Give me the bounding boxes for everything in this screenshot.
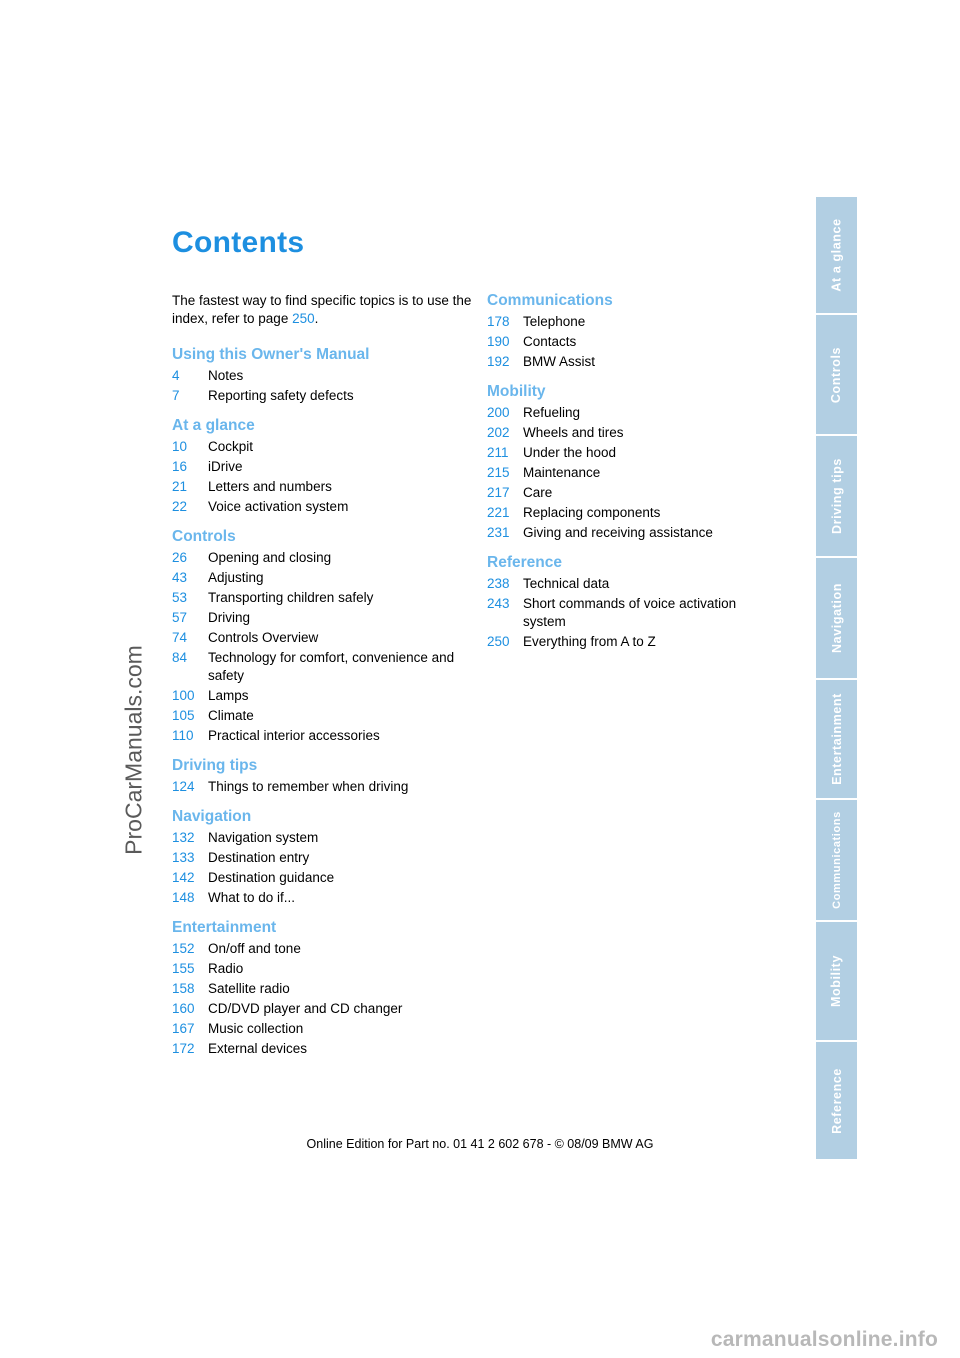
toc-page-number[interactable]: 142 <box>172 870 195 885</box>
toc-entry[interactable] <box>487 504 757 522</box>
toc-entry[interactable] <box>172 1020 472 1038</box>
toc-page-number[interactable]: 243 <box>487 596 510 611</box>
section-side-tabs <box>816 197 857 1159</box>
toc-page-number[interactable]: 178 <box>487 314 510 329</box>
toc-entry[interactable] <box>172 609 472 627</box>
side-tab-label: Mobility <box>829 954 844 1008</box>
toc-entry[interactable] <box>172 478 472 496</box>
toc-page-number[interactable]: 57 <box>172 610 188 625</box>
right-toc-column <box>487 292 757 663</box>
toc-entry-label: Climate <box>208 708 254 723</box>
section-title-driving-tips: Driving tips <box>172 757 258 774</box>
toc-entry-label: Technology for comfort, convenience and safety <box>208 650 455 683</box>
toc-list-reference <box>487 575 757 651</box>
toc-entry[interactable] <box>172 498 472 516</box>
toc-entry[interactable] <box>487 633 757 651</box>
section-title-at-a-glance: At a glance <box>172 417 255 434</box>
toc-entry[interactable] <box>172 687 472 705</box>
toc-page-number[interactable]: 217 <box>487 485 510 500</box>
toc-entry-label: CD/DVD player and CD changer <box>208 1001 403 1016</box>
toc-entry[interactable] <box>487 424 757 442</box>
section-title-reference: Reference <box>487 554 562 571</box>
toc-entry-label: Under the hood <box>523 445 617 460</box>
toc-page-number[interactable]: 160 <box>172 1001 195 1016</box>
toc-page-number[interactable]: 4 <box>172 368 180 383</box>
toc-page-number[interactable]: 84 <box>172 650 188 665</box>
toc-entry-label: Lamps <box>208 688 249 703</box>
toc-entry-label: Cockpit <box>208 439 254 454</box>
toc-page-number[interactable]: 221 <box>487 505 510 520</box>
toc-entry[interactable] <box>172 367 472 385</box>
toc-entry[interactable] <box>487 484 757 502</box>
toc-entry[interactable] <box>172 589 472 607</box>
toc-entry[interactable] <box>487 464 757 482</box>
toc-entry[interactable] <box>172 438 472 456</box>
toc-page-number[interactable]: 21 <box>172 479 188 494</box>
toc-entry[interactable] <box>487 313 757 331</box>
toc-entry[interactable] <box>172 549 472 567</box>
toc-entry[interactable] <box>172 458 472 476</box>
toc-entry-label: Refueling <box>523 405 581 420</box>
toc-list-using-this-owner-s-manual <box>172 367 472 405</box>
side-tab-driving-tips[interactable] <box>816 436 857 558</box>
toc-entry-label: Adjusting <box>208 570 264 585</box>
section-title-controls: Controls <box>172 528 236 545</box>
toc-page-number[interactable]: 124 <box>172 779 195 794</box>
toc-entry[interactable] <box>172 849 472 867</box>
toc-entry[interactable] <box>172 960 472 978</box>
toc-entry-label: Maintenance <box>523 465 601 480</box>
section-title-navigation: Navigation <box>172 808 252 825</box>
site-footer: carmanualsonline.info <box>710 1328 938 1351</box>
toc-page-number[interactable]: 190 <box>487 334 510 349</box>
toc-entry-label: Everything from A to Z <box>523 634 656 649</box>
side-tab-label: Communications <box>830 811 843 909</box>
toc-page-number[interactable]: 250 <box>487 634 510 649</box>
side-tab-label: Reference <box>829 1067 844 1134</box>
toc-page-number[interactable]: 215 <box>487 465 510 480</box>
side-tab-label: Navigation <box>829 583 844 653</box>
toc-page-number[interactable]: 7 <box>172 388 180 403</box>
toc-entry-label: Controls Overview <box>208 630 319 645</box>
section-title-mobility: Mobility <box>487 383 546 400</box>
toc-entry-label: Replacing components <box>523 505 661 520</box>
toc-entry[interactable] <box>172 940 472 958</box>
toc-entry-label: Contacts <box>523 334 577 349</box>
section-title-using-this-owner-s-manual: Using this Owner's Manual <box>172 346 370 363</box>
toc-entry[interactable] <box>172 569 472 587</box>
toc-entry-label: Giving and receiving assistance <box>523 525 713 540</box>
toc-page-number[interactable]: 133 <box>172 850 195 865</box>
side-tab-label: Driving tips <box>829 458 844 534</box>
toc-page-number[interactable]: 167 <box>172 1021 195 1036</box>
toc-entry[interactable] <box>172 629 472 647</box>
toc-entry[interactable] <box>172 649 472 685</box>
toc-entry-label: Telephone <box>523 314 586 329</box>
toc-entry-label: Radio <box>208 961 244 976</box>
toc-entry[interactable] <box>487 353 757 371</box>
toc-entry-label: BMW Assist <box>523 354 596 369</box>
toc-entry-label: Things to remember when driving <box>208 779 409 794</box>
toc-entry-label: Driving <box>208 610 251 625</box>
toc-entry[interactable] <box>172 778 472 796</box>
toc-entry[interactable] <box>487 333 757 351</box>
toc-entry[interactable] <box>487 404 757 422</box>
toc-list-at-a-glance <box>172 438 472 516</box>
toc-page-number[interactable]: 231 <box>487 525 510 540</box>
toc-entry-label: Care <box>523 485 553 500</box>
toc-entry-label: On/off and tone <box>208 941 301 956</box>
toc-page-number[interactable]: 100 <box>172 688 195 703</box>
toc-list-driving-tips <box>172 778 472 796</box>
toc-entry-label: Short commands of voice activation system <box>523 596 737 629</box>
toc-entry[interactable] <box>172 889 472 907</box>
side-tab-label: Entertainment <box>829 693 844 785</box>
toc-list-navigation <box>172 829 472 907</box>
toc-entry[interactable] <box>172 387 472 405</box>
toc-page-number[interactable]: 105 <box>172 708 195 723</box>
toc-entry-label: Reporting safety defects <box>208 388 354 403</box>
section-title-communications: Communications <box>487 292 613 309</box>
toc-list-communications <box>487 313 757 371</box>
toc-list-entertainment <box>172 940 472 1058</box>
toc-entry[interactable] <box>172 1000 472 1018</box>
toc-page-number[interactable]: 172 <box>172 1041 195 1056</box>
toc-entry-label: Wheels and tires <box>523 425 624 440</box>
left-toc-column <box>172 346 472 1070</box>
toc-entry[interactable] <box>487 524 757 542</box>
intro-text: The fastest way to find specific topics is to use the index, refer to page 250. <box>172 293 472 326</box>
toc-entry-label: Notes <box>208 368 244 383</box>
toc-page-number[interactable]: 211 <box>487 445 509 460</box>
toc-entry[interactable] <box>172 980 472 998</box>
toc-page-number[interactable]: 43 <box>172 570 188 585</box>
toc-entry[interactable] <box>172 727 472 745</box>
toc-page-number[interactable]: 22 <box>172 499 188 514</box>
toc-list-mobility <box>487 404 757 542</box>
toc-entry-label: Music collection <box>208 1021 304 1036</box>
toc-entry-label: iDrive <box>208 459 243 474</box>
index-page-link[interactable]: 250 <box>292 311 315 326</box>
toc-page-number[interactable]: 238 <box>487 576 510 591</box>
toc-entry-label: External devices <box>208 1041 308 1056</box>
toc-entry-label: Opening and closing <box>208 550 332 565</box>
toc-entry[interactable] <box>487 444 757 462</box>
toc-page-number[interactable]: 26 <box>172 550 188 565</box>
side-tab-communications[interactable] <box>816 800 857 922</box>
toc-entry-label: What to do if... <box>208 890 296 905</box>
toc-entry[interactable] <box>172 1040 472 1058</box>
toc-list-controls <box>172 549 472 745</box>
toc-page-number[interactable]: 132 <box>172 830 195 845</box>
side-tab-mobility[interactable] <box>816 922 857 1042</box>
toc-entry-label: Voice activation system <box>208 499 349 514</box>
side-tab-controls[interactable] <box>816 315 857 436</box>
side-tab-at-a-glance[interactable] <box>816 197 857 315</box>
watermark: ProCarManuals.com <box>120 645 147 855</box>
toc-entry[interactable] <box>172 707 472 725</box>
toc-page-number[interactable]: 110 <box>172 728 194 743</box>
section-title-entertainment: Entertainment <box>172 919 277 936</box>
toc-entry-label: Destination entry <box>208 850 310 865</box>
side-tab-label: At a glance <box>829 218 844 292</box>
toc-page-number[interactable]: 10 <box>172 439 188 454</box>
toc-entry-label: Practical interior accessories <box>208 728 380 743</box>
toc-entry-label: Transporting children safely <box>208 590 374 605</box>
toc-entry-label: Navigation system <box>208 830 319 845</box>
toc-entry[interactable] <box>172 829 472 847</box>
toc-page-number[interactable]: 200 <box>487 405 510 420</box>
toc-entry-label: Satellite radio <box>208 981 290 996</box>
toc-page-number[interactable]: 53 <box>172 590 188 605</box>
toc-entry[interactable] <box>487 575 757 593</box>
toc-entry[interactable] <box>172 869 472 887</box>
toc-entry-label: Technical data <box>523 576 610 591</box>
side-tab-label: Controls <box>829 346 844 403</box>
edition-footer: Online Edition for Part no. 01 41 2 602 678 - © 08/09 BMW AG <box>306 1137 654 1151</box>
toc-entry-label: Destination guidance <box>208 870 335 885</box>
toc-page-number[interactable]: 158 <box>172 981 195 996</box>
toc-page-number[interactable]: 192 <box>487 354 510 369</box>
toc-page-number[interactable]: 16 <box>172 459 188 474</box>
side-tab-entertainment[interactable] <box>816 680 857 800</box>
toc-page-number[interactable]: 152 <box>172 941 195 956</box>
toc-entry-label: Letters and numbers <box>208 479 332 494</box>
toc-page-number[interactable]: 74 <box>172 630 188 645</box>
toc-page-number[interactable]: 148 <box>172 890 195 905</box>
toc-page-number[interactable]: 202 <box>487 425 510 440</box>
page-title: Contents <box>172 226 305 259</box>
side-tab-navigation[interactable] <box>816 558 857 680</box>
toc-entry[interactable] <box>487 595 757 631</box>
toc-page-number[interactable]: 155 <box>172 961 195 976</box>
